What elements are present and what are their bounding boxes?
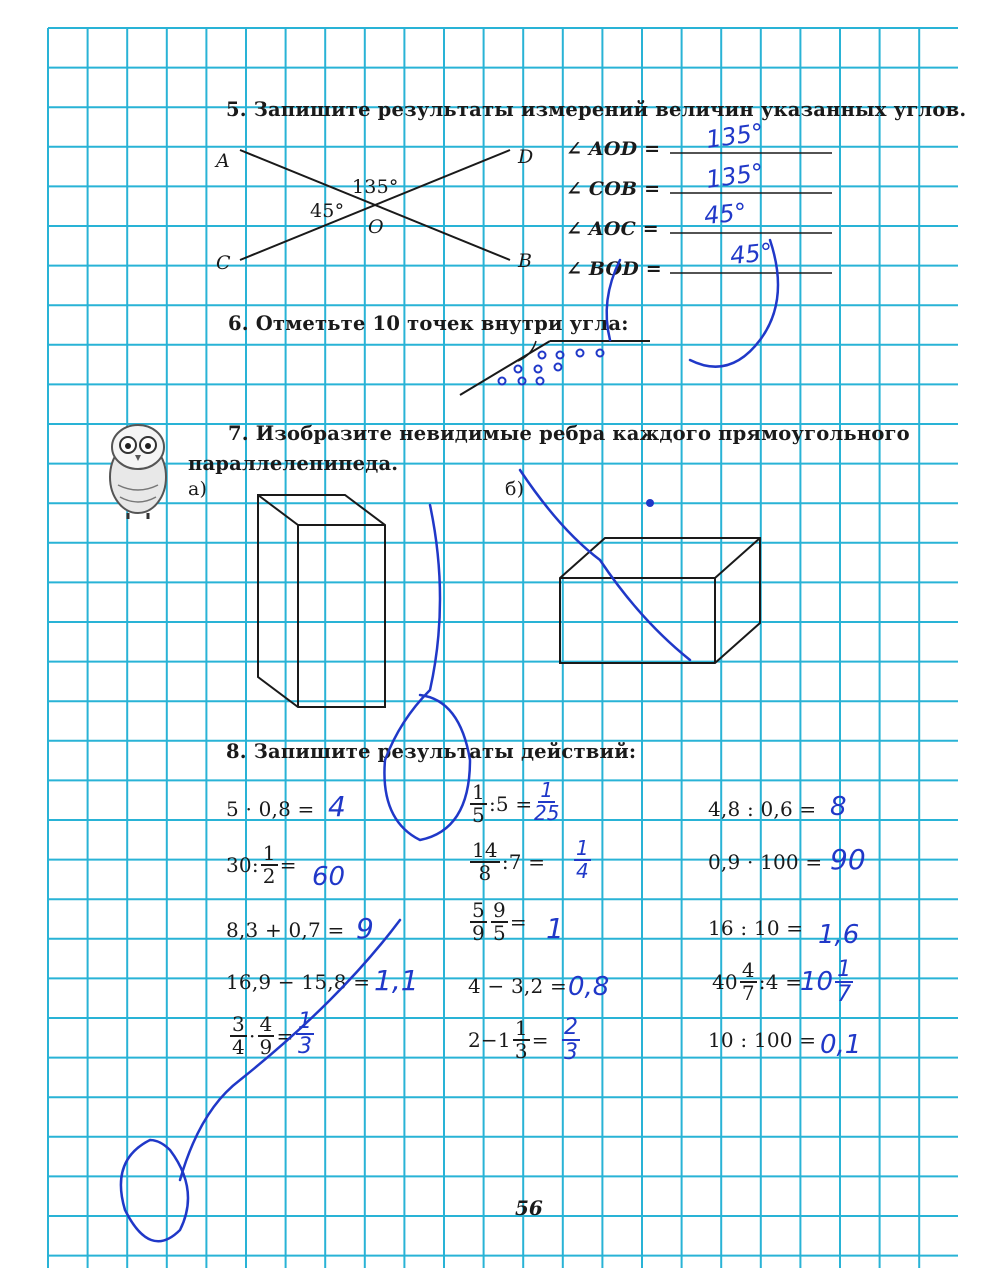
c2-r1-ans-den: 25 (534, 801, 560, 825)
answer-bod: 45° (728, 237, 774, 271)
c1-r5-d1: 4 (232, 1035, 245, 1059)
task7-title-line2: параллелепипеда. (188, 452, 399, 475)
scribble-long (180, 920, 400, 1180)
row-aoc-label: ∠ AOC = (566, 218, 659, 240)
c3-r4-den: 7 (741, 981, 755, 1005)
c3-r1-expr: 4,8 : 0,6 = (708, 797, 817, 821)
c3-r4-ans-whole: 10 (800, 967, 834, 998)
angle-45-label: 45° (310, 200, 345, 222)
c1-r3-expr: 8,3 + 0,7 = (226, 918, 345, 942)
c3-r4-ans-den: 7 (837, 982, 852, 1008)
point-o-label: O (368, 216, 384, 238)
c1-r1-expr: 5 · 0,8 = (226, 797, 315, 821)
c1-r4-expr: 16,9 − 15,8 = (226, 970, 371, 994)
c2-r3-n1: 5 (472, 898, 485, 922)
c2-r1-den: 5 (472, 803, 485, 827)
scribble-loop (384, 505, 470, 840)
c3-r4-ans-num: 1 (837, 957, 852, 982)
c2-r5-den: 3 (514, 1039, 528, 1063)
c1-r2-answer: 60 (312, 862, 346, 892)
c1-r5-ans-num: 1 (298, 1009, 312, 1034)
c1-r2-num: 1 (262, 841, 276, 865)
page-number: 56 (515, 1196, 543, 1220)
c1-r1-answer: 4 (328, 790, 346, 823)
c1-r2-den: 2 (262, 864, 276, 888)
c1-r4-answer: 1,1 (374, 964, 419, 997)
c3-r2-expr: 0,9 · 100 = (708, 850, 823, 874)
c2-r5-num: 1 (514, 1016, 528, 1040)
c3-r1-answer: 8 (830, 792, 847, 822)
c2-r3-answer: 1 (546, 912, 564, 945)
scribble-top (690, 237, 778, 367)
c1-r5-n1: 3 (232, 1012, 245, 1036)
c2-r3-post: = (509, 910, 527, 934)
c3-r5-answer: 0,1 (820, 1030, 862, 1060)
point-a-label: A (216, 150, 230, 172)
c3-r4-post: :4 = (758, 970, 803, 994)
c2-r2-num: 14 (472, 838, 498, 862)
c1-r5-ans-den: 3 (298, 1034, 312, 1060)
scribble-mid (607, 260, 620, 340)
point-d-label: D (518, 146, 534, 168)
row-bod-label: ∠ BOD = (566, 258, 662, 280)
answer-cob: 135° (704, 158, 766, 194)
c2-r3-d1: 9 (472, 921, 485, 945)
c2-r5-post: = (531, 1028, 549, 1052)
answer-aod: 135° (704, 118, 766, 154)
c1-r3-answer: 9 (356, 912, 374, 945)
c1-r5-post: = (276, 1024, 294, 1048)
c2-r5-ans-num: 2 (564, 1015, 578, 1040)
c2-r3-n2: 9 (492, 898, 506, 922)
c2-r1-post: :5 = (488, 792, 533, 816)
task8-title: 8. Запишите результаты действий: (226, 740, 637, 763)
c2-r5-ans-den: 3 (564, 1040, 578, 1066)
c3-r4-num: 4 (741, 958, 755, 982)
c2-r5-pre: 2−1 (468, 1028, 511, 1052)
c2-r1-num: 1 (472, 780, 485, 804)
point-c-label: C (216, 252, 231, 274)
c1-r5-d2: 9 (259, 1035, 273, 1059)
c3-r2-answer: 90 (830, 843, 866, 876)
c1-r2-pre: 30: (226, 853, 259, 877)
answer-aoc: 45° (702, 197, 748, 231)
c3-r4-pre: 40 (712, 970, 738, 994)
task6-title: 6. Отметьте 10 точек внутри угла: (228, 312, 629, 335)
task7-title-line1: 7. Изобразите невидимые ребра каждого прямоугольного (228, 422, 910, 445)
task7-label-b: б) (505, 478, 525, 500)
c2-r3-d2: 5 (492, 921, 506, 945)
scribble-diag (520, 470, 690, 660)
c2-r2-den: 8 (478, 861, 492, 885)
task5-title: 5. Запишите результаты измерений величин указанных углов. (226, 98, 967, 121)
row-cob-label: ∠ COB = (566, 178, 661, 200)
row-aod-label: ∠ AOD = (566, 138, 661, 160)
scribble-oval (121, 1140, 188, 1241)
c3-r3-answer: 1,6 (818, 920, 860, 950)
point-b-label: B (518, 250, 533, 272)
c2-r2-ans-num: 1 (576, 836, 589, 860)
c1-r2-post: = (279, 853, 297, 877)
c3-r3-expr: 16 : 10 = (708, 916, 804, 940)
c1-r5-n2: 4 (259, 1012, 273, 1036)
c1-r5-expr: $\frac{3}{4}$ · $\frac{4}{9}$ = (232, 1012, 294, 1059)
ink-dot (646, 499, 654, 507)
c2-r2-ans-den: 4 (576, 859, 589, 883)
c2-r1-ans-num: 1 (540, 778, 554, 802)
c2-r4-answer: 0,8 (568, 972, 610, 1002)
angle-135-label: 135° (352, 176, 399, 198)
c2-r4-expr: 4 − 3,2 = (468, 974, 567, 998)
task7-label-a: а) (188, 478, 208, 500)
c2-r2-post: :7 = (501, 850, 546, 874)
c3-r5-expr: 10 : 100 = (708, 1028, 817, 1052)
